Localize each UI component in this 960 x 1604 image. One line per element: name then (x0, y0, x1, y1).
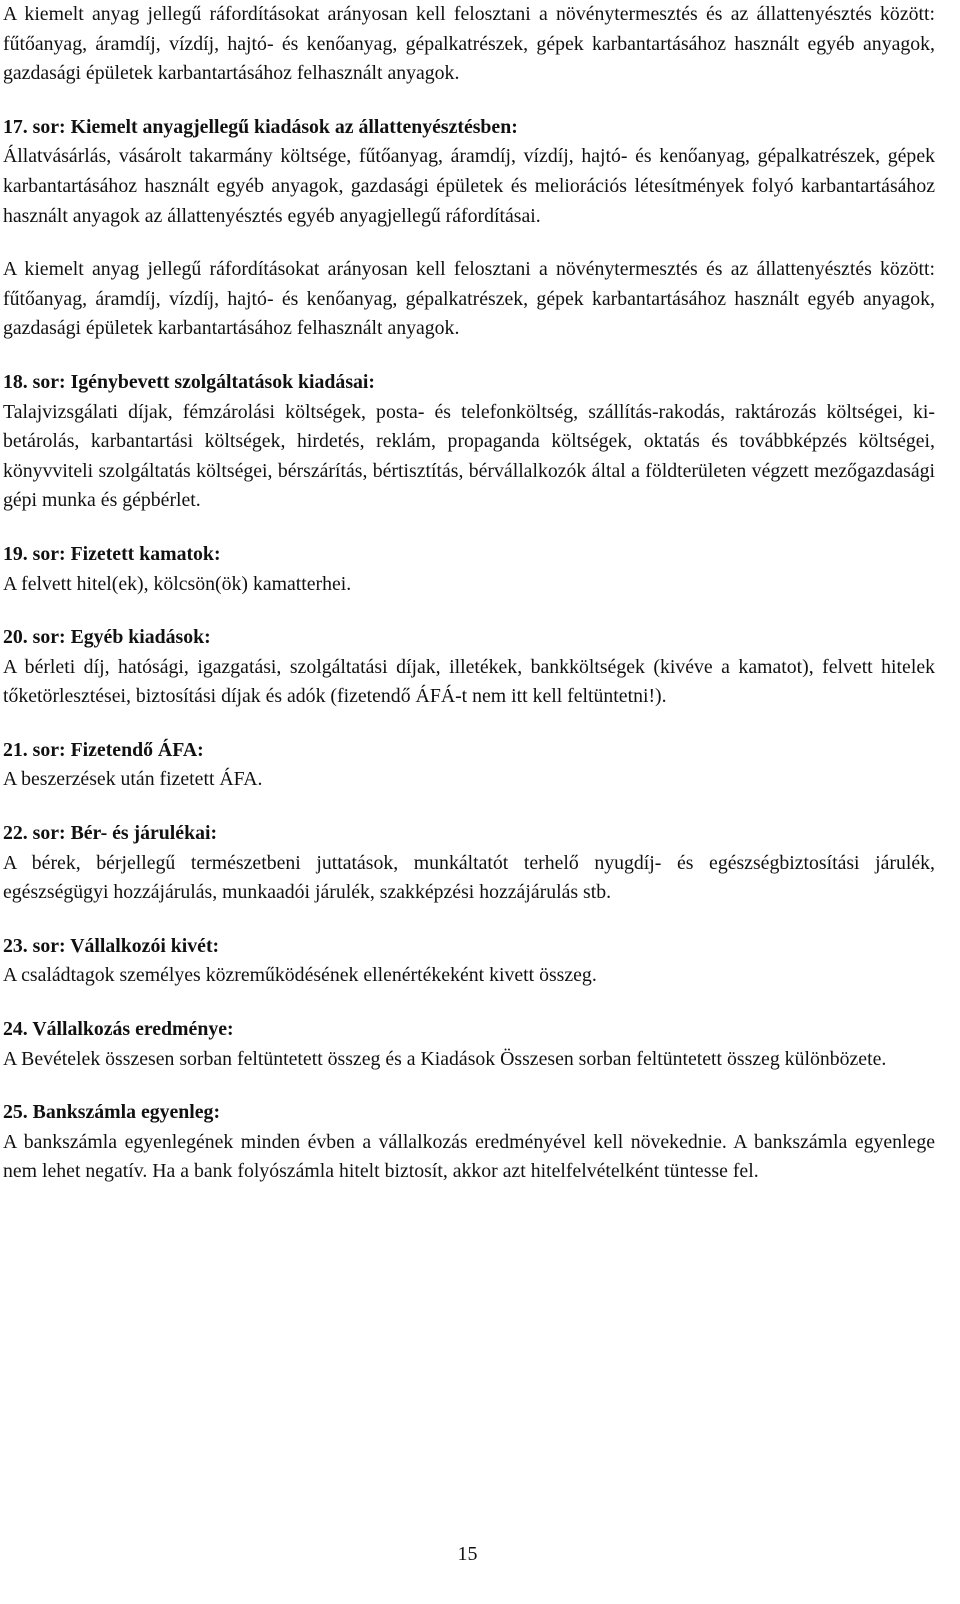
section-heading: 25. Bankszámla egyenleg: (3, 1101, 221, 1124)
section-paragraph: A családtagok személyes közreműködésének ellenértékeként kivett összeg. (3, 964, 597, 987)
intro-section (3, 0, 935, 89)
section-row-20 (3, 623, 935, 712)
section-row-17 (3, 113, 935, 344)
section-heading: 19. sor: Fizetett kamatok: (3, 542, 221, 565)
section-heading: 24. Vállalkozás eredménye: (3, 1018, 234, 1041)
section-row-19 (3, 540, 935, 599)
section-heading: 22. sor: Bér- és járulékai: (3, 822, 218, 845)
section-heading: 18. sor: Igénybevett szolgáltatások kiadásai: (3, 370, 375, 393)
section-paragraph: Talajvizsgálati díjak, fémzárolási költségek, posta- és telefonköltség, szállítás-rakodás, raktározás költségei, ki-betárolás, karbantartási költségek, hirdetés, reklám, propaganda költségek, oktatás és továbbképzés költségei, könyvviteli szolgáltatás költségei, bérszárítás, bértisztítás, bérvállalkozók által a földterületen végzett mezőgazdasági gépi munka és gépbérlet. (3, 400, 935, 512)
intro-paragraph: A kiemelt anyag jellegű ráfordításokat arányosan kell felosztani a növénytermesztés és az állattenyésztés között: fűtőanyag, áramdíj, vízdíj, hajtó- és kenőanyag, gépalkatrészek, gépek karbantartásához használt egyéb anyagok, gazdasági épületek karbantartásához felhasznált anyagok. (3, 3, 935, 85)
section-row-24 (3, 1015, 935, 1074)
section-paragraph: A bankszámla egyenlegének minden évben a vállalkozás eredményével kell növekednie. A bankszámla egyenlege nem lehet negatív. Ha a bank folyószámla hitelt biztosít, akkor azt hitelfelvételként tüntesse fel. (3, 1130, 935, 1183)
section-heading: 23. sor: Vállalkozói kivét: (3, 934, 220, 957)
section-row-21 (3, 736, 935, 795)
section-paragraph: A felvett hitel(ek), kölcsön(ök) kamatterhei. (3, 572, 352, 595)
section-row-23 (3, 932, 935, 991)
section-paragraph: A Bevételek összesen sorban feltüntetett összeg és a Kiadások Összesen sorban feltüntetett összeg különbözete. (3, 1047, 887, 1070)
section-row-18 (3, 368, 935, 516)
section-paragraph: A kiemelt anyag jellegű ráfordításokat arányosan kell felosztani a növénytermesztés és az állattenyésztés között: fűtőanyag, áramdíj, vízdíj, hajtó- és kenőanyag, gépalkatrészek, gépek karbantartásához használt egyéb anyagok, gazdasági épületek karbantartásához felhasznált anyagok. (3, 258, 935, 340)
page-number: 15 (457, 1543, 478, 1565)
section-paragraph: Állatvásárlás, vásárolt takarmány költsége, fűtőanyag, áramdíj, vízdíj, hajtó- és kenőanyag, gépalkatrészek, gépek karbantartásához használt egyéb anyagok, gazdasági épületek és meliorációs létesítmények folyó karbantartásához használt anyagok az állattenyésztés egyéb anyagjellegű ráfordításai. (3, 145, 935, 227)
section-heading: 20. sor: Egyéb kiadások: (3, 626, 211, 649)
section-row-25 (3, 1098, 935, 1187)
section-heading: 17. sor: Kiemelt anyagjellegű kiadások az állattenyésztésben: (3, 115, 518, 138)
section-paragraph: A bérek, bérjellegű természetbeni juttatások, munkáltatót terhelő nyugdíj- és egészségbiztosítási járulék, egészségügyi hozzájárulás, munkaadói járulék, szakképzési hozzájárulás stb. (3, 851, 935, 904)
section-paragraph: A beszerzések után fizetett ÁFA. (3, 768, 263, 791)
section-paragraph: A bérleti díj, hatósági, igazgatási, szolgáltatási díjak, illetékek, bankköltségek (kivéve a kamatot), felvett hitelek tőketörlesztései, biztosítási díjak és adók (fizetendő ÁFÁ-t nem itt kell feltüntetni!). (3, 655, 935, 708)
section-heading: 21. sor: Fizetendő ÁFA: (3, 738, 204, 761)
section-row-22 (3, 819, 935, 908)
